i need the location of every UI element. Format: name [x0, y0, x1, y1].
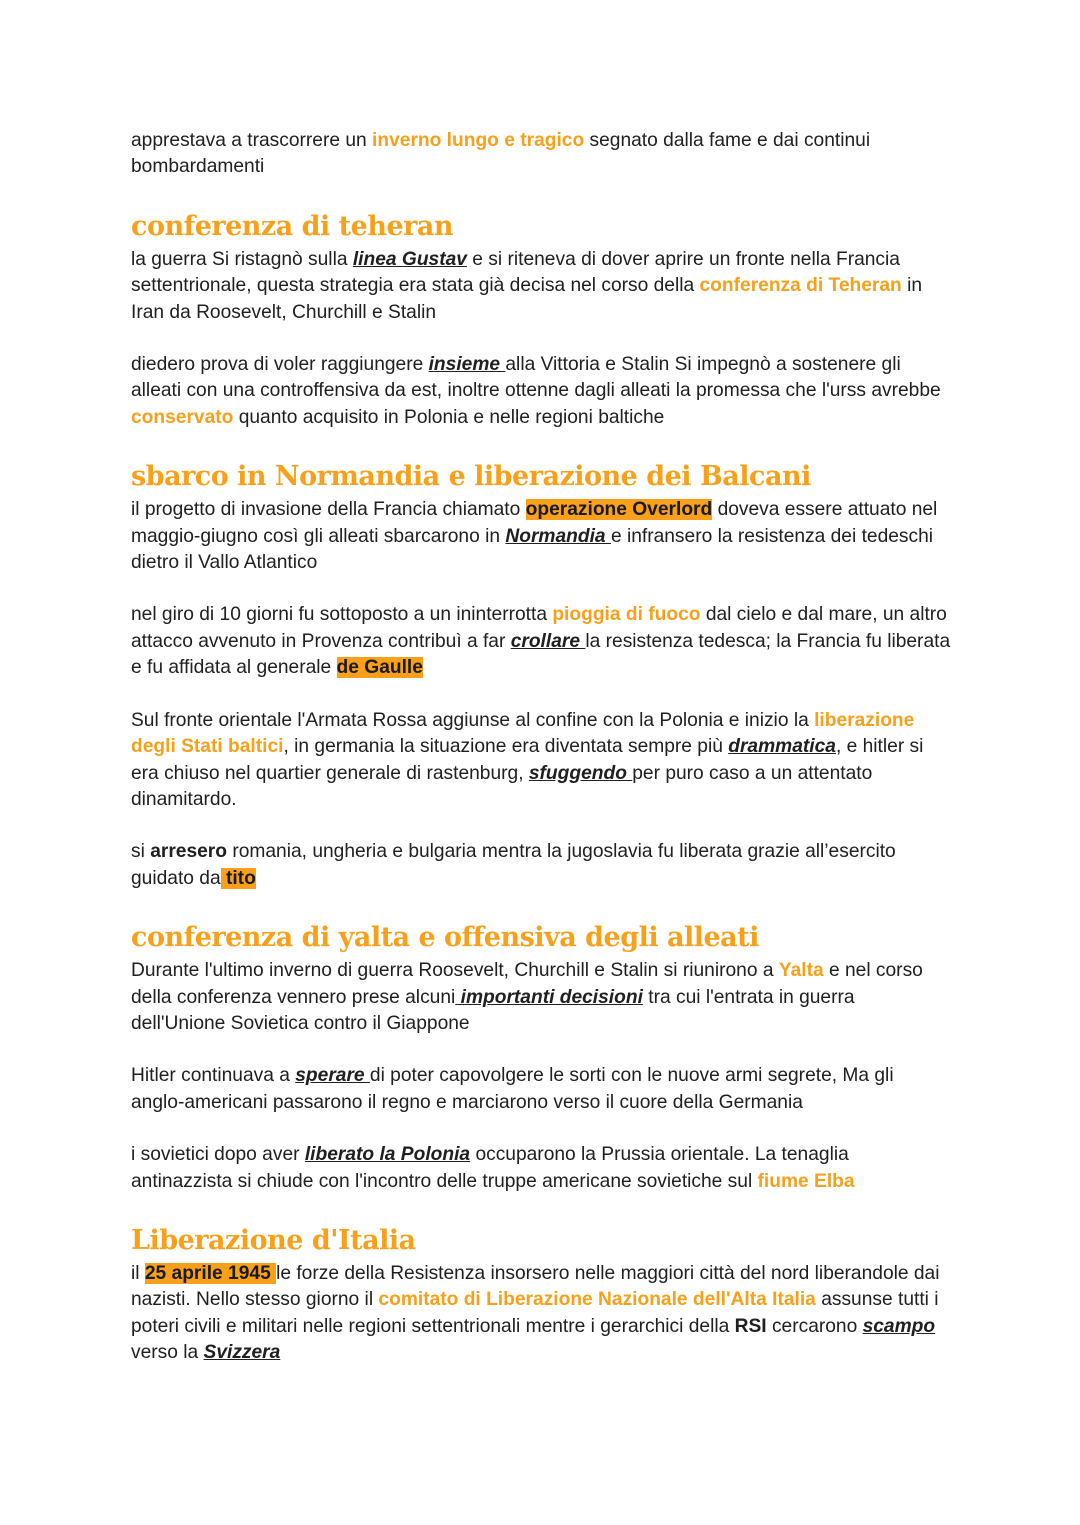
paragraph-yalta-3: [131, 1142, 951, 1195]
text: cercarono: [766, 1315, 863, 1337]
text: Hitler continuava a: [131, 1065, 296, 1087]
paragraph-yalta-2: [131, 1063, 951, 1116]
text: la guerra Si ristagnò sulla: [131, 248, 353, 270]
text: romania, ungheria e bulgaria mentra la jugoslavia fu liberata grazie all’esercito guidato da: [131, 841, 896, 889]
text: e infransero la resistenza dei tedeschi dietro il Vallo Atlantico: [131, 525, 934, 574]
emphasis: drammatica: [728, 736, 836, 758]
text: apprestava a trascorrere un: [131, 130, 373, 151]
text: i sovietici dopo aver: [131, 1144, 305, 1166]
highlight-orange: inverno lungo e tragico: [372, 130, 585, 151]
highlight-orange: conferenza di Teheran: [699, 275, 902, 297]
emphasis: insieme: [428, 354, 506, 376]
paragraph-teheran-1: [131, 247, 951, 326]
heading-yalta: conferenza di yalta e offensiva degli alleati: [131, 922, 759, 954]
highlight-orange: pioggia di fuoco: [552, 604, 701, 626]
text: , e hitler si era chiuso nel quartier generale di rastenburg,: [131, 736, 924, 784]
text: e si riteneva di dover aprire un fronte nella Francia settentrionale, questa strategia era stata già decisa nel corso della: [131, 248, 900, 297]
text: il progetto di invasione della Francia chiamato: [131, 499, 526, 521]
heading-normandia: sbarco in Normandia e liberazione dei Balcani: [131, 461, 811, 493]
text: e nel corso della conferenza vennero prese alcuni: [131, 960, 923, 1008]
text: nel giro di 10 giorni fu sottoposto a un ininterrotta: [131, 604, 553, 626]
highlight-marker: 25 aprile 1945: [144, 1262, 277, 1284]
paragraph-intro: [131, 128, 951, 181]
emphasis: sperare: [295, 1065, 370, 1087]
text: , in germania la situazione era diventata sempre più: [283, 736, 729, 758]
emphasis: importanti decisioni: [455, 986, 643, 1008]
paragraph-italia-1: [131, 1261, 951, 1367]
text: Sul fronte orientale l'Armata Rossa aggiunse al confine con la Polonia e inizio la: [131, 709, 815, 731]
text: tra cui l'entrata in guerra dell'Unione Sovietica contro il Giappone: [131, 986, 855, 1034]
highlight-orange: comitato di Liberazione Nazionale dell'Alta Italia: [378, 1289, 816, 1311]
text: di poter capovolgere le sorti con le nuove armi segrete, Ma gli anglo-americani passarono il regno e marciarono verso il cuore della Germania: [131, 1065, 894, 1113]
text: il: [131, 1262, 145, 1284]
text: quanto acquisito in Polonia e nelle regioni baltiche: [233, 406, 665, 428]
highlight-marker: de Gaulle: [336, 657, 423, 679]
paragraph-normandia-3: [131, 708, 951, 814]
heading-italia: Liberazione d'Italia: [131, 1224, 416, 1256]
paragraph-yalta-1: [131, 958, 951, 1037]
highlight-marker: tito: [220, 867, 256, 889]
paragraph-normandia-1: [131, 497, 951, 576]
emphasis: scampo: [862, 1315, 936, 1337]
text: in Iran da Roosevelt, Churchill e Stalin: [131, 275, 923, 323]
paragraph-normandia-4: [131, 839, 951, 892]
highlight-marker: operazione Overlord: [525, 499, 713, 521]
text: doveva essere attuato nel maggio-giugno così gli alleati sbarcarono in: [131, 499, 938, 547]
emphasis: Normandia: [505, 525, 611, 547]
text: la resistenza tedesca; la Francia fu liberata e fu affidata al generale: [131, 630, 951, 679]
text: si: [131, 841, 151, 863]
text: per puro caso a un attentato dinamitardo.: [131, 762, 873, 810]
paragraph-normandia-2: [131, 602, 951, 681]
text: occuparono la Prussia orientale. La tenaglia antinazzista si chiude con l'incontro delle truppe americane sovietiche sul: [131, 1144, 849, 1192]
emphasis: crollare: [510, 630, 586, 652]
text: segnato dalla fame e dai continui bombardamenti: [131, 130, 871, 178]
bold-text: arresero: [150, 841, 227, 863]
text: dal cielo e dal mare, un altro attacco avvenuto in Provenza contribuì a far: [131, 604, 947, 652]
highlight-orange: Yalta: [778, 960, 824, 982]
text: le forze della Resistenza insorsero nelle maggiori città del nord liberandole dai nazisti. Nello stesso giorno il: [131, 1262, 940, 1311]
emphasis: sfuggendo: [528, 762, 633, 784]
bold-text: RSI: [734, 1315, 767, 1337]
text: alla Vittoria e Stalin Si impegnò a sostenere gli alleati con una controffensiva da est, inoltre ottenne dagli alleati la promessa che l'urss avrebbe: [131, 354, 941, 402]
highlight-orange: liberazione degli Stati baltici: [131, 709, 915, 758]
document-page: [131, 128, 951, 1367]
emphasis: Svizzera: [203, 1342, 281, 1364]
text: assunse tutti i poteri civili e militari nelle regioni settentrionali mentre i gerarchici della: [131, 1289, 939, 1337]
emphasis: liberato la Polonia: [304, 1144, 471, 1166]
emphasis: linea Gustav: [352, 248, 467, 270]
text: verso la: [131, 1342, 204, 1364]
heading-teheran: conferenza di teheran: [131, 210, 453, 242]
text: Durante l'ultimo inverno di guerra Roosevelt, Churchill e Stalin si riunirono a: [131, 960, 779, 982]
paragraph-teheran-2: [131, 352, 951, 431]
highlight-orange: conservato: [131, 406, 234, 428]
highlight-orange: fiume Elba: [757, 1170, 855, 1192]
text: diedero prova di voler raggiungere: [131, 354, 429, 376]
